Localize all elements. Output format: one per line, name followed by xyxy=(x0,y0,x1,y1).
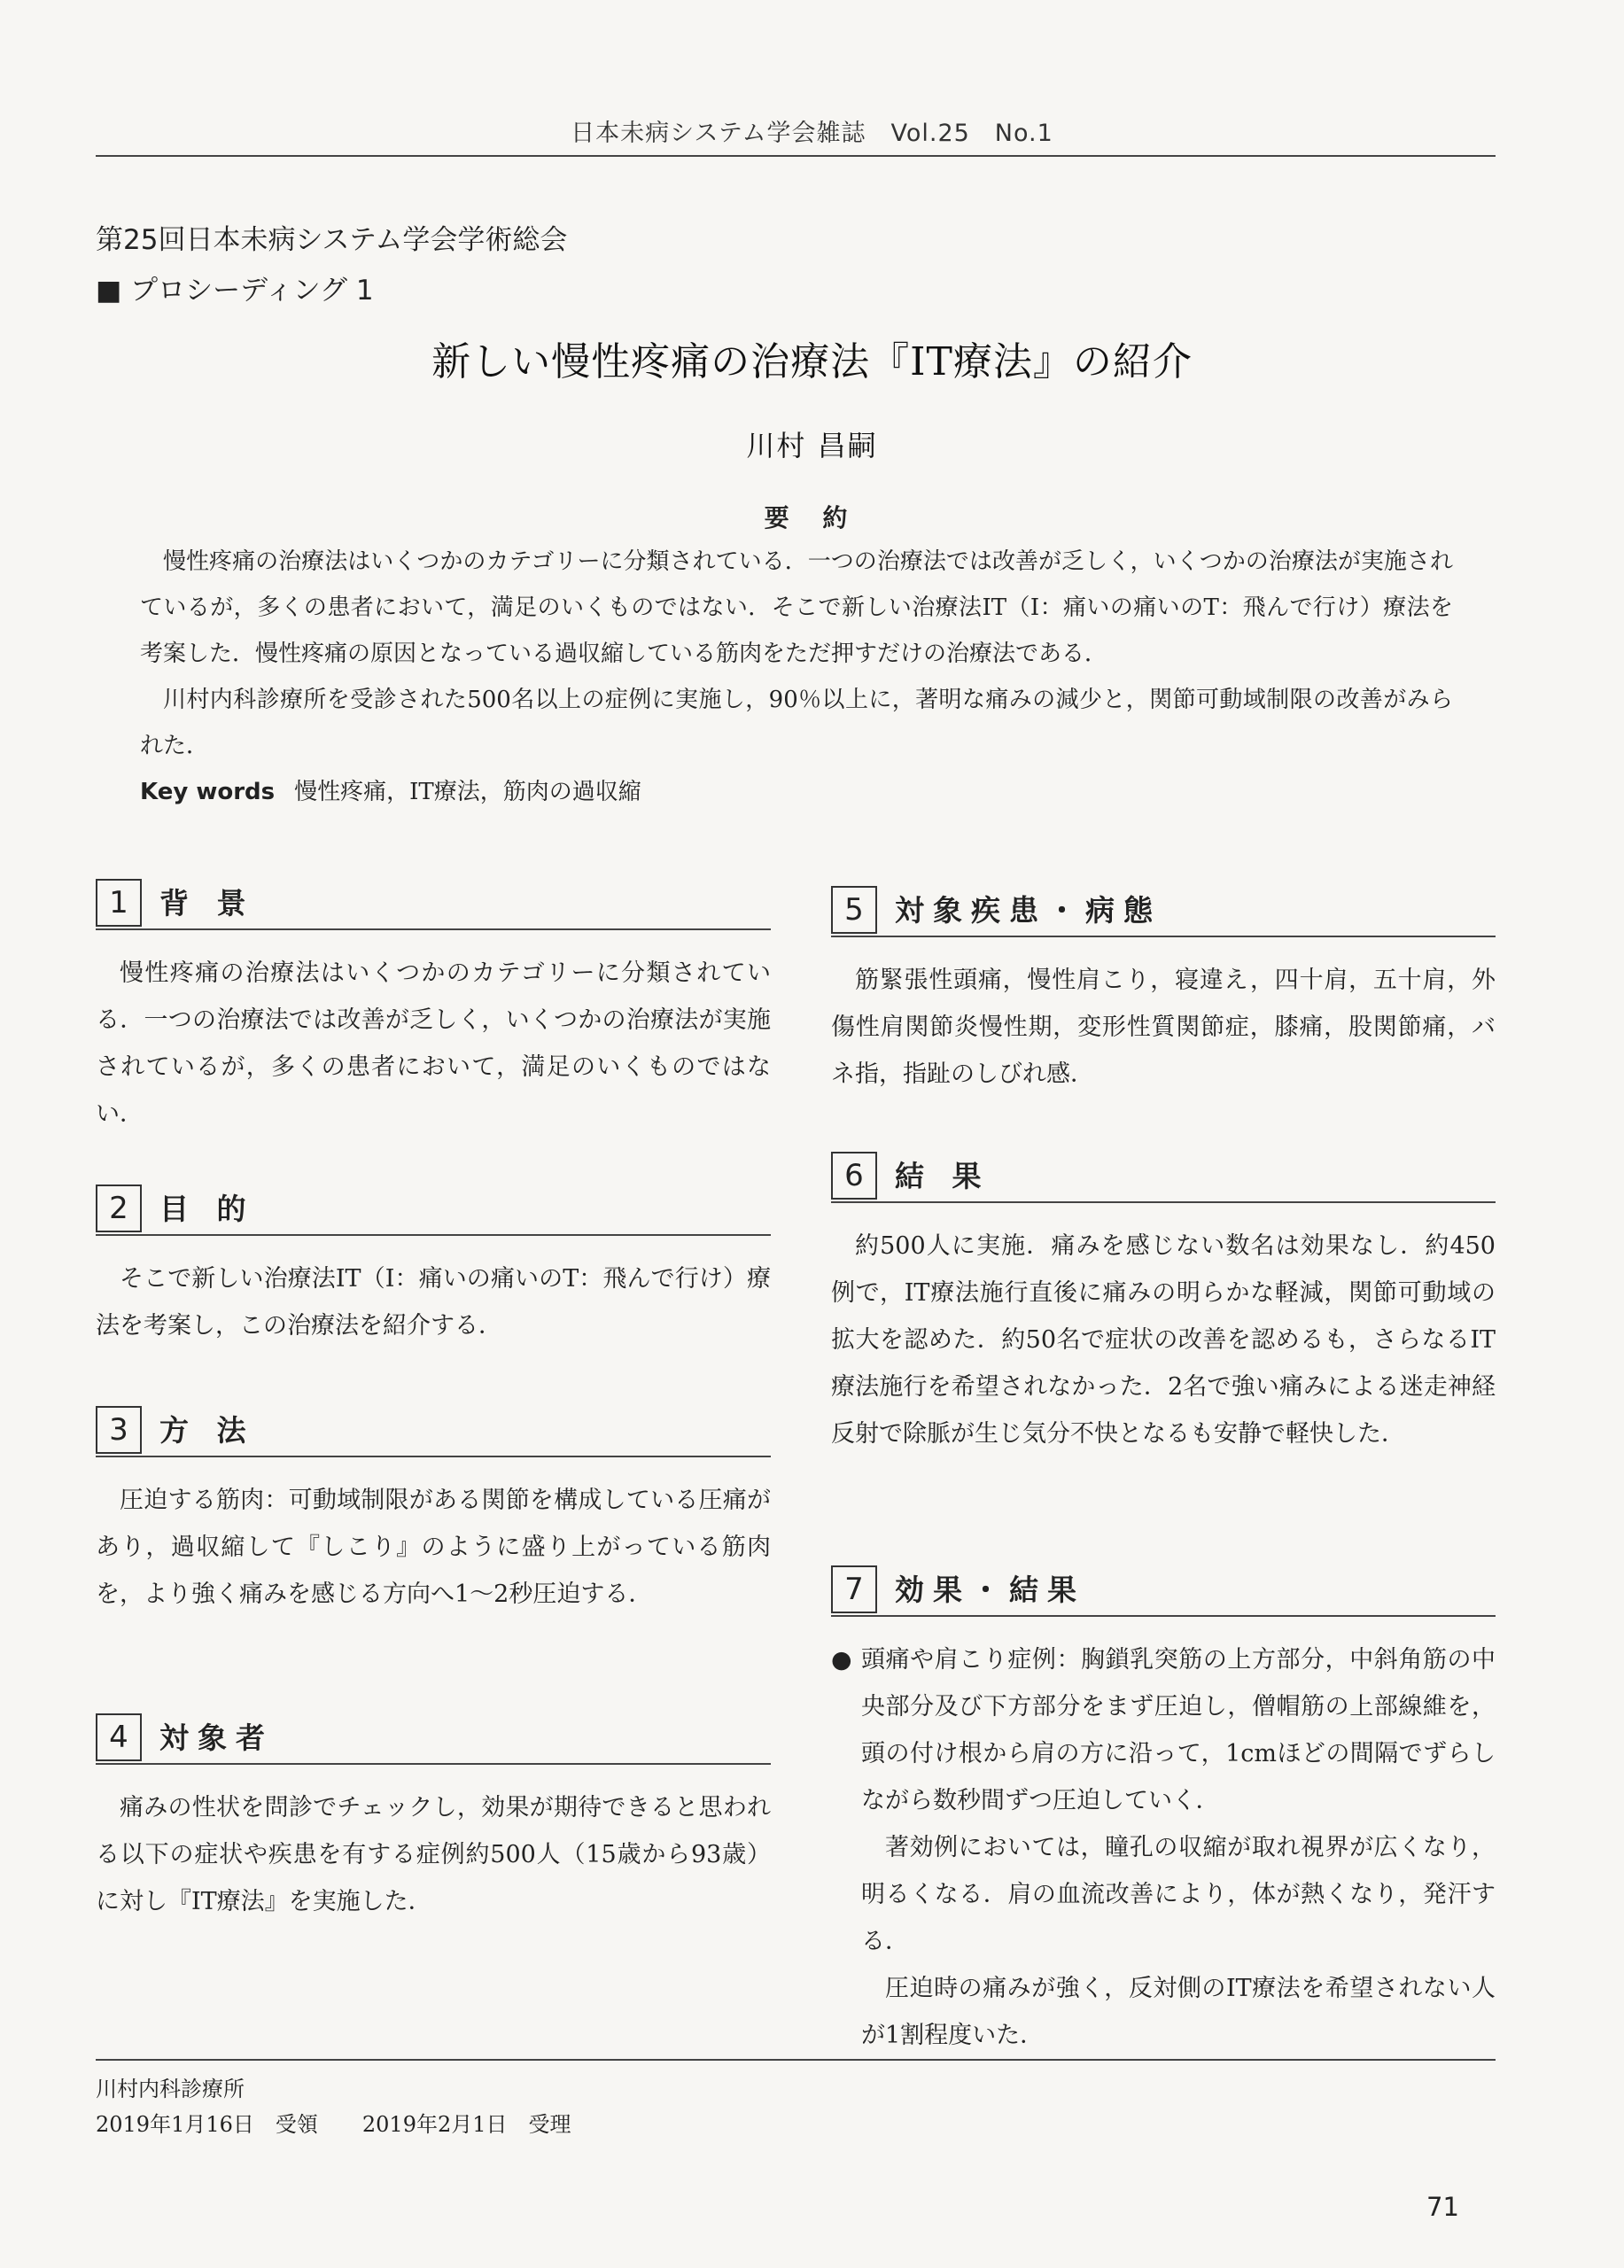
header-rule xyxy=(96,155,1496,157)
accepted-date: 2019年2月1日 受理 xyxy=(361,2112,571,2137)
section-target-diseases xyxy=(831,884,1496,1098)
section-effects xyxy=(831,1564,1496,2059)
section-heading xyxy=(96,1712,771,1765)
section-heading xyxy=(96,877,771,930)
abstract xyxy=(140,539,1453,769)
footer xyxy=(96,2071,571,2142)
section-number: 1 xyxy=(96,879,142,927)
section-body: 痛みの性状を問診でチェックし，効果が期待できると思われる以下の症状や疾患を有する症例約500人（15歳から93歳）に対し『IT療法』を実施した． xyxy=(96,1794,771,1915)
page-number: 71 xyxy=(1426,2192,1459,2222)
section-body: 慢性疼痛の治療法はいくつかのカテゴリーに分類されている．一つの治療法では改善が乏しく，いくつかの治療法が実施されているが，多くの患者において，満足のいくものではない． xyxy=(96,959,771,1128)
section-number: 4 xyxy=(96,1713,142,1761)
section-body: そこで新しい治療法IT（I：痛いの痛いのT：飛んで行け）療法を考案し，この治療法を紹介する． xyxy=(96,1265,771,1340)
section-heading xyxy=(831,1564,1496,1617)
section-title: 目 的 xyxy=(159,1191,255,1226)
section-paragraph: 著効例においては，瞳孔の収縮が取れ視界が広くなり，明るくなる．肩の血流改善により，体が熱くなり，発汗する． xyxy=(861,1834,1496,1955)
keywords xyxy=(140,773,641,806)
author-name: 川村 昌嗣 xyxy=(746,429,878,462)
section-number: 2 xyxy=(96,1184,142,1232)
section-number: 7 xyxy=(831,1565,877,1613)
bullet-text: 頭痛や肩こり症例：胸鎖乳突筋の上方部分，中斜角筋の中央部分及び下方部分をまず圧迫し，僧帽筋の上部線維を，頭の付け根から肩の方に沿って，1cmほどの間隔でずらしながら数秒間ずつ圧迫していく． xyxy=(861,1646,1496,1814)
conference-name: 第25回日本未病システム学会学術総会 xyxy=(96,224,568,256)
bullet-dot-icon: ● xyxy=(831,1646,852,1674)
running-header: 日本未病システム学会雑誌 Vol.25 No.1 xyxy=(571,120,1053,147)
section-title: 効果・結果 xyxy=(895,1572,1085,1607)
section-number: 3 xyxy=(96,1406,142,1454)
section-method xyxy=(96,1404,771,1618)
section-purpose xyxy=(96,1183,771,1349)
received-date: 2019年1月16日 受領 xyxy=(96,2112,318,2137)
section-results xyxy=(831,1150,1496,1457)
section-paragraph: 圧迫時の痛みが強く，反対側のIT療法を希望されない人が1割程度いた． xyxy=(861,1975,1496,2049)
section-title: 結 果 xyxy=(895,1158,991,1193)
section-title: 対象者 xyxy=(159,1720,274,1755)
keywords-list: 慢性疼痛，IT療法，筋肉の過収縮 xyxy=(294,779,641,805)
section-title: 背 景 xyxy=(159,885,255,920)
section-number: 6 xyxy=(831,1152,877,1200)
abstract-heading: 要 約 xyxy=(764,503,860,532)
footer-rule xyxy=(96,2059,1496,2061)
section-title: 対象疾患・病態 xyxy=(895,892,1162,928)
section-heading xyxy=(831,884,1496,937)
affiliation: 川村内科診療所 xyxy=(96,2077,245,2101)
section-title: 方 法 xyxy=(159,1412,255,1448)
keywords-label: Key words xyxy=(140,779,276,805)
section-heading xyxy=(831,1150,1496,1203)
section-heading xyxy=(96,1183,771,1236)
section-subjects xyxy=(96,1712,771,1925)
section-heading xyxy=(96,1404,771,1457)
abstract-paragraph: 慢性疼痛の治療法はいくつかのカテゴリーに分類されている．一つの治療法では改善が乏しく，いくつかの治療法が実施されているが，多くの患者において，満足のいくものではない．そこで新しい治療法IT（I：痛いの痛いのT：飛んで行け）療法を考案した．慢性疼痛の原因となっている過収縮している筋肉をただ押すだけの治療法である． xyxy=(140,548,1453,667)
section-number: 5 xyxy=(831,886,877,934)
section-body: 圧迫する筋肉：可動域制限がある関節を構成している圧痛があり，過収縮して『しこり』のように盛り上がっている筋肉を，より強く痛みを感じる方向へ1～2秒圧迫する． xyxy=(96,1487,771,1608)
abstract-paragraph: 川村内科診療所を受診された500名以上の症例に実施し，90％以上に，著明な痛みの減少と，関節可動域制限の改善がみられた． xyxy=(140,687,1453,759)
proceeding-label: ■ プロシーディング 1 xyxy=(96,275,374,307)
section-background xyxy=(96,877,771,1138)
section-body: 筋緊張性頭痛，慢性肩こり，寝違え，四十肩，五十肩，外傷性肩関節炎慢性期，変形性質関節症，膝痛，股関節痛，バネ指，指趾のしびれ感． xyxy=(831,967,1496,1088)
section-body: 約500人に実施．痛みを感じない数名は効果なし．約450例で，IT療法施行直後に痛みの明らかな軽減，関節可動域の拡大を認めた．約50名で症状の改善を認めるも，さらなるIT療法施行を希望されなかった．2名で強い痛みによる迷走神経反射で除脈が生じ気分不快となるも安静で軽快した． xyxy=(831,1232,1496,1448)
dates xyxy=(96,2107,571,2142)
bullet-item xyxy=(831,1636,1496,1824)
article-title: 新しい慢性疼痛の治療法『IT療法』の紹介 xyxy=(431,339,1193,384)
